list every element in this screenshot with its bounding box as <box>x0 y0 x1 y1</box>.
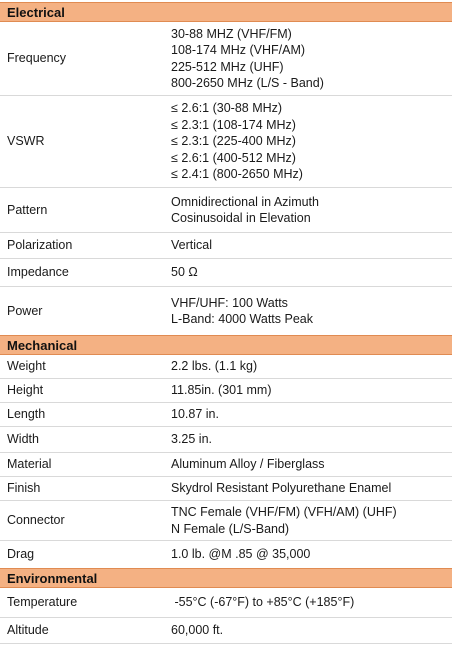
spec-row-polarization <box>0 233 452 259</box>
spec-label: Width <box>7 432 39 447</box>
spec-label: Frequency <box>7 51 67 66</box>
spec-row-height <box>0 379 452 403</box>
spec-label: Power <box>7 303 43 318</box>
spec-value: TNC Female (VHF/FM) (VFH/AM) (UHF) N Female (L/S-Band) <box>171 505 397 536</box>
spec-row-drag <box>0 541 452 568</box>
section-title: Electrical <box>7 5 65 20</box>
spec-row-finish <box>0 477 452 501</box>
section-title: Environmental <box>7 571 98 586</box>
spec-value: ≤ 2.6:1 (30-88 MHz) ≤ 2.3:1 (108-174 MHz) ≤ 2.3:1 (225-400 MHz) ≤ 2.6:1 (400-512 MHz) ≤ 2.4:1 (800-2650 MHz) <box>171 101 303 182</box>
section-title: Mechanical <box>7 338 78 353</box>
spec-value: Vertical <box>171 238 212 253</box>
section-header-environmental <box>0 568 452 588</box>
spec-row-length <box>0 403 452 427</box>
spec-value: -55°C (-67°F) to +85°C (+185°F) <box>171 595 355 610</box>
spec-value: 3.25 in. <box>171 432 213 447</box>
spec-value: 60,000 ft. <box>171 623 224 638</box>
spec-value: VHF/UHF: 100 Watts L-Band: 4000 Watts Peak <box>171 295 313 326</box>
spec-value: Skydrol Resistant Polyurethane Enamel <box>171 481 392 496</box>
spec-label: Drag <box>7 547 35 562</box>
section-header-mechanical <box>0 335 452 355</box>
spec-row-weight <box>0 355 452 379</box>
spec-label: Temperature <box>7 595 78 610</box>
spec-label: VSWR <box>7 134 45 149</box>
spec-row-width <box>0 427 452 453</box>
spec-value: 30-88 MHZ (VHF/FM) 108-174 MHz (VHF/AM) 225-512 MHz (UHF) 800-2650 MHz (L/S - Band) <box>171 26 324 90</box>
spec-label: Pattern <box>7 202 48 217</box>
spec-label: Length <box>7 407 46 422</box>
spec-row-power <box>0 287 452 335</box>
spec-label: Weight <box>7 359 46 374</box>
spec-value: Aluminum Alloy / Fiberglass <box>171 457 325 472</box>
spec-row-vswr <box>0 96 452 188</box>
spec-label: Finish <box>7 481 41 496</box>
spec-value: Omnidirectional in Azimuth Cosinusoidal in Elevation <box>171 194 319 225</box>
spec-value: 2.2 lbs. (1.1 kg) <box>171 359 258 374</box>
spec-label: Impedance <box>7 265 69 280</box>
spec-value: 1.0 lb. @M .85 @ 35,000 <box>171 547 311 562</box>
spec-label: Connector <box>7 513 65 528</box>
spec-label: Material <box>7 457 52 472</box>
spec-value: 11.85in. (301 mm) <box>171 383 272 398</box>
spec-value: 10.87 in. <box>171 407 219 422</box>
spec-row-pattern <box>0 188 452 233</box>
spec-label: Polarization <box>7 238 73 253</box>
spec-row-impedance <box>0 259 452 287</box>
section-header-electrical <box>0 2 452 22</box>
spec-label: Altitude <box>7 623 49 638</box>
spec-label: Height <box>7 383 44 398</box>
spec-row-altitude <box>0 618 452 644</box>
spec-value: 50 Ω <box>171 265 198 280</box>
spec-row-frequency <box>0 22 452 96</box>
spec-row-connector <box>0 501 452 541</box>
spec-row-material <box>0 453 452 477</box>
spec-row-temperature <box>0 588 452 618</box>
